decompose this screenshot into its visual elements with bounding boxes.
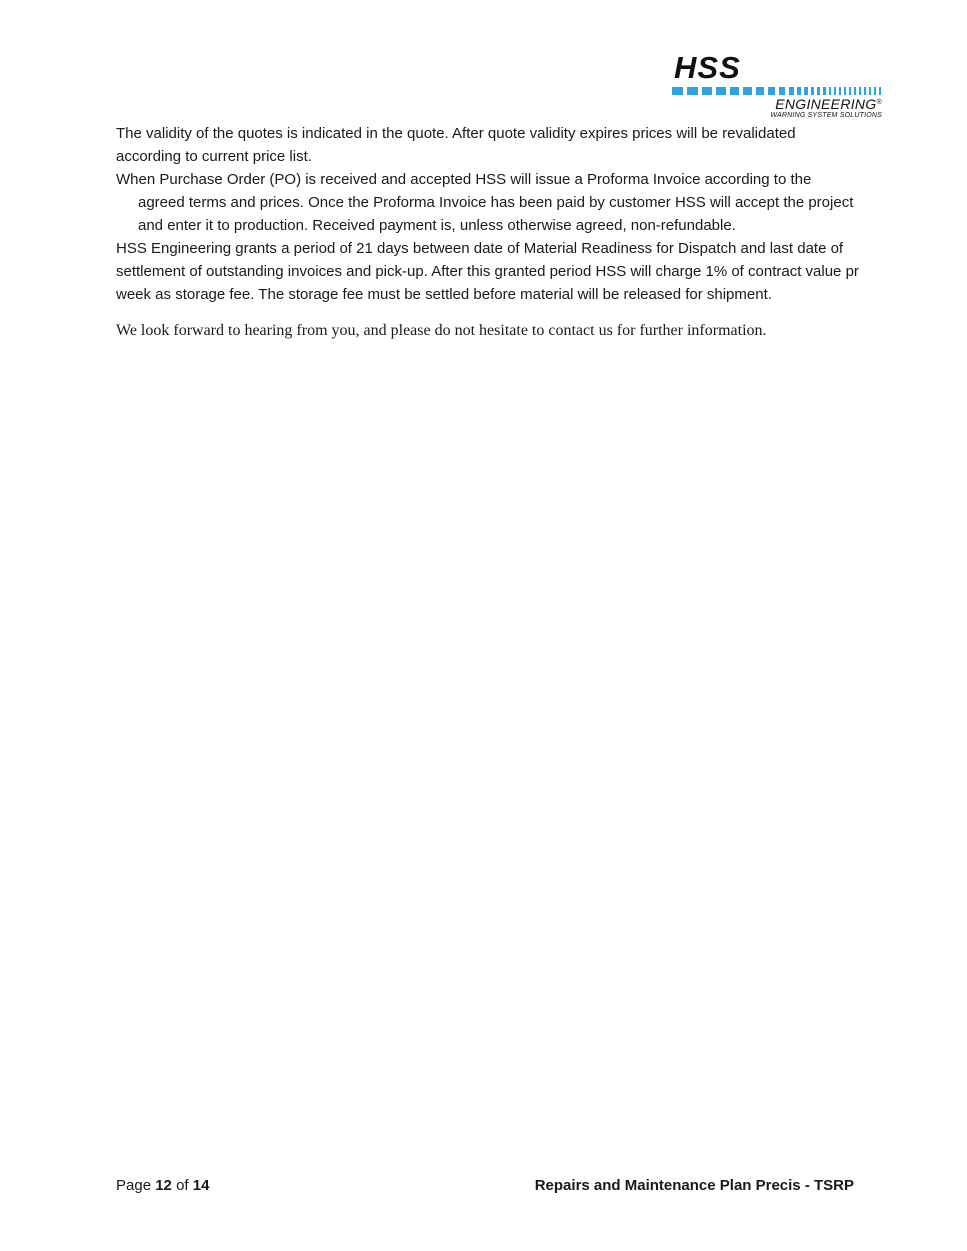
page-current: 12: [155, 1177, 172, 1194]
logo-stripe-icon: [672, 87, 882, 95]
paragraph-purchase-order: When Purchase Order (PO) is received and accepted HSS will issue a Proforma Invoice according to the agreed terms and prices. Once the Proforma Invoice has been paid by customer HSS will accept the project and enter it to production. Received payment is, unless otherwise agreed, non-refundable.: [116, 171, 854, 234]
paragraph-storage-fee: HSS Engineering grants a period of 21 days between date of Material Readiness for Dispatch and last date of settlement of outstanding invoices and pick-up. After this granted period HSS will charge 1% of contract value pr week as storage fee. The storage fee must be settled before material will be released for shipment.: [116, 240, 859, 303]
page-total: 14: [192, 1177, 210, 1194]
page-number: [116, 1176, 209, 1196]
logo-engineering-text: ENGINEERING®: [775, 96, 882, 112]
page-label: Page: [116, 1177, 152, 1194]
page-of: of: [176, 1177, 189, 1194]
document-title: Repairs and Maintenance Plan Precis - TSRP: [534, 1177, 854, 1194]
closing-sentence: We look forward to hearing from you, and please do not hesitate to contact us for further information.: [116, 322, 767, 339]
hss-engineering-logo: [672, 50, 884, 124]
logo-brand: HSS: [674, 50, 741, 85]
page-footer: [116, 1176, 854, 1198]
document-body: [116, 122, 861, 342]
paragraph-quote-validity: The validity of the quotes is indicated in the quote. After quote validity expires prices will be revalidated according to current price list.: [116, 125, 796, 165]
logo-tagline: WARNING SYSTEM SOLUTIONS: [770, 112, 882, 119]
